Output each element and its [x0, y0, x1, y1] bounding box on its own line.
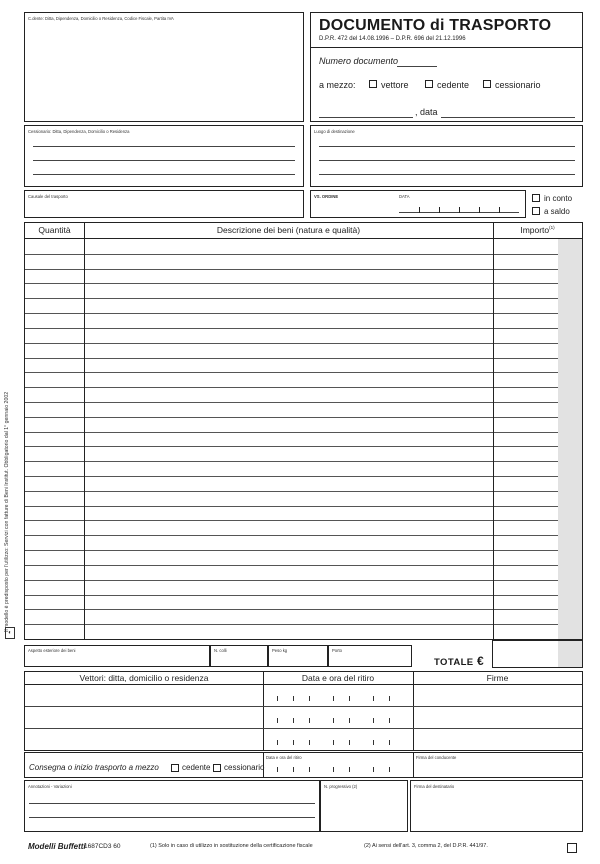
cessionario-checkbox[interactable]: [483, 80, 491, 88]
ordine-data-field[interactable]: [399, 205, 519, 213]
table-row-line[interactable]: [25, 476, 582, 477]
table-row-line[interactable]: [25, 298, 582, 299]
col-importo-header: [493, 225, 582, 235]
vettori-date-ticks[interactable]: [263, 684, 413, 750]
date-tick: [373, 718, 374, 723]
consegna-data-ora-label: Data e ora del ritiro: [266, 755, 302, 760]
causale-label: Causale del trasporto: [28, 194, 68, 199]
date-tick: [389, 696, 390, 701]
table-row-line[interactable]: [25, 417, 582, 418]
consegna-box: [24, 752, 583, 778]
importo-note: (1): [549, 225, 555, 231]
importo-decimals-column: [558, 239, 582, 639]
date-tick: [277, 718, 278, 723]
date-tick: [277, 767, 278, 772]
side-logo-icon: ◐: [5, 627, 15, 639]
model-code: 1687CD3 60: [84, 843, 121, 850]
date-tick: [277, 696, 278, 701]
title-box: [310, 12, 583, 122]
date-tick: [293, 740, 294, 745]
date-tick: [309, 696, 310, 701]
side-legal-text: [4, 252, 10, 632]
goods-table-rows: [25, 239, 582, 639]
luogo-emissione-field[interactable]: [319, 117, 413, 118]
table-row-line[interactable]: [25, 283, 582, 284]
table-row-line[interactable]: [25, 550, 582, 551]
goods-table: [24, 222, 583, 640]
porto-label: Porto: [332, 648, 343, 653]
table-row-line[interactable]: [25, 372, 582, 373]
table-row-line[interactable]: [25, 358, 582, 359]
date-tick: [349, 740, 350, 745]
annotazioni-label: Annotazioni - Variazioni: [28, 784, 72, 789]
date-tick: [349, 718, 350, 723]
date-tick: [373, 696, 374, 701]
table-row-line[interactable]: [25, 520, 582, 521]
aspetto-label: Aspetto esteriore dei beni: [28, 648, 76, 653]
date-tick: [333, 740, 334, 745]
table-row-line[interactable]: [25, 565, 582, 566]
in-conto-label: in conto: [544, 194, 573, 203]
consegna-label: Consegna o inizio trasporto a mezzo: [29, 763, 159, 772]
table-row-line[interactable]: [25, 580, 582, 581]
date-tick: [309, 767, 310, 772]
date-tick: [389, 767, 390, 772]
consegna-cedente-checkbox[interactable]: [171, 764, 179, 772]
date-tick: [333, 718, 334, 723]
peso-box[interactable]: [268, 645, 328, 667]
firma-destinatario-box[interactable]: [410, 780, 583, 832]
table-row-line[interactable]: [25, 491, 582, 492]
vettori-box: [24, 671, 583, 751]
colli-label: N. colli: [214, 648, 227, 653]
firme-header: Firme: [486, 673, 509, 683]
progressivo-box[interactable]: [320, 780, 408, 832]
table-row-line[interactable]: [25, 624, 582, 625]
brand-logo: Modelli Buffetti: [28, 842, 86, 851]
table-row-line[interactable]: [25, 328, 582, 329]
date-tick: [349, 767, 350, 772]
destinatario-box[interactable]: [24, 125, 304, 187]
luogo-destinazione-box[interactable]: [310, 125, 583, 187]
table-row-line[interactable]: [25, 254, 582, 255]
numero-documento-label: Numero documento: [319, 56, 399, 66]
vettore-label: vettore: [381, 80, 409, 90]
date-tick: [309, 718, 310, 723]
document-title: DOCUMENTO di TRASPORTO: [319, 17, 552, 34]
progressivo-label: N. progressivo (2): [324, 784, 358, 789]
table-row-line[interactable]: [25, 535, 582, 536]
table-row-line[interactable]: [25, 506, 582, 507]
annotazioni-box[interactable]: [24, 780, 320, 832]
numero-documento-field[interactable]: [397, 66, 437, 67]
date-tick: [373, 740, 374, 745]
destinatario-label: Cessionario: Ditta, Dipendenza, Domicilio o Residenza: [28, 129, 130, 134]
totale-field[interactable]: [492, 640, 583, 668]
in-conto-checkbox[interactable]: [532, 194, 540, 202]
table-row-line[interactable]: [25, 313, 582, 314]
cedente-label: cedente: [437, 80, 470, 90]
date-tick: [277, 740, 278, 745]
data-ora-ritiro-header: Data e ora del ritiro: [301, 673, 375, 683]
firma-conducente-label: Firma del conducente: [416, 755, 457, 760]
mezzo-label: a mezzo:: [319, 80, 356, 90]
date-tick: [293, 718, 294, 723]
table-row-line[interactable]: [25, 446, 582, 447]
date-tick: [389, 740, 390, 745]
table-row-line[interactable]: [25, 461, 582, 462]
cessionario-label: cessionario: [495, 80, 541, 90]
date-tick: [333, 767, 334, 772]
col-descrizione-header: Descrizione dei beni (natura e qualità): [216, 225, 361, 235]
vettori-header: Vettori: ditta, domicilio o residenza: [79, 673, 209, 683]
vettore-checkbox[interactable]: [369, 80, 377, 88]
a-saldo-checkbox[interactable]: [532, 207, 540, 215]
peso-label: Peso kg: [272, 648, 288, 653]
footnote-2: (2) Ai sensi dell'art. 3, comma 2, del D.P.R. 441/97.: [364, 843, 488, 849]
col-quantita-header: Quantità: [38, 225, 71, 235]
a-saldo-label: a saldo: [544, 207, 570, 216]
consegna-cessionario-checkbox[interactable]: [213, 764, 221, 772]
consegna-date-ticks[interactable]: [263, 763, 413, 777]
date-tick: [373, 767, 374, 772]
footer-checkbox[interactable]: [567, 843, 577, 853]
ordine-data-label: DATA: [399, 194, 410, 199]
table-row-line[interactable]: [25, 387, 582, 388]
luogo-destinazione-label: Luogo di destinazione: [314, 129, 355, 134]
date-tick: [333, 696, 334, 701]
date-tick: [349, 696, 350, 701]
totale-label: TOTALE: [434, 657, 474, 668]
ordine-label: VS. ORDINE: [314, 194, 339, 199]
table-row-line[interactable]: [25, 609, 582, 610]
data-field[interactable]: [441, 117, 575, 118]
date-tick: [293, 696, 294, 701]
footnote-1: (1) Solo in caso di utilizzo in sostituzione della certificazione fiscale: [150, 843, 313, 849]
consegna-cessionario-label: cessionario: [224, 763, 265, 772]
table-row-line[interactable]: [25, 402, 582, 403]
date-tick: [389, 718, 390, 723]
porto-box[interactable]: [328, 645, 412, 667]
consegna-cedente-label: cedente: [182, 763, 211, 772]
date-tick: [293, 767, 294, 772]
table-row-line[interactable]: [25, 343, 582, 344]
date-tick: [309, 740, 310, 745]
table-row-line[interactable]: [25, 595, 582, 596]
ordine-box[interactable]: [310, 190, 526, 218]
euro-symbol: €: [477, 654, 484, 668]
col-importo-label: Importo: [520, 225, 550, 235]
firma-destinatario-label: Firma del destinatario: [414, 784, 455, 789]
sender-label: C.dente: Ditta, Dipendenza, Domicilio o Residenza, Codice Fiscale, Partita IVA: [28, 16, 174, 21]
sender-box[interactable]: [24, 12, 304, 122]
table-row-line[interactable]: [25, 432, 582, 433]
aspetto-box[interactable]: [24, 645, 210, 667]
side-legal-text-content: Il modello è predisposto per l'utilizzo: Servizi con fatture di Beni Institut. Obbligatorio dal 1° gennaio 2002: [4, 391, 10, 632]
colli-box[interactable]: [210, 645, 268, 667]
data-label: , data: [415, 107, 438, 117]
document-subtitle: D.P.R. 472 del 14.08.1996 – D.P.R. 696 del 21.12.1996: [319, 36, 466, 42]
table-row-line[interactable]: [25, 269, 582, 270]
causale-box[interactable]: [24, 190, 304, 218]
cedente-checkbox[interactable]: [425, 80, 433, 88]
